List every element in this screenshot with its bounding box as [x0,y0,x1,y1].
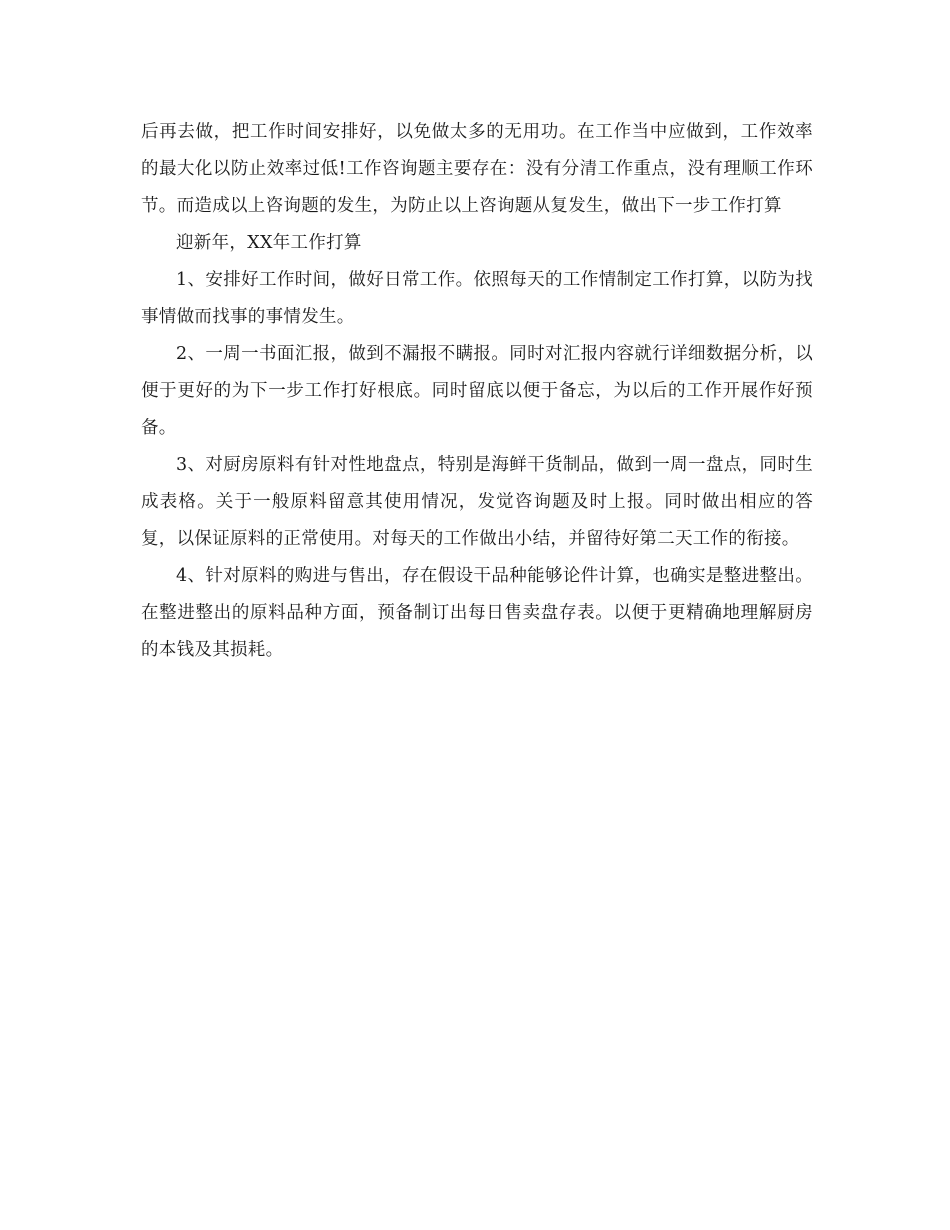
paragraph-item-2: 2、一周一书面汇报，做到不漏报不瞒报。同时对汇报内容就行详细数据分析，以便于更好的为下一步工作打好根底。同时留底以便于备忘，为以后的工作开展作好预备。 [141,344,813,438]
document-body [141,114,813,669]
paragraph-heading: 迎新年，XX年工作打算 [176,233,362,253]
paragraph-item-3: 3、对厨房原料有针对性地盘点，特别是海鲜干货制品，做到一周一盘点，同时生成表格。关于一般原料留意其使用情况，发觉咨询题及时上报。同时做出相应的答复，以保证原料的正常使用。对每天的工作做出小结，并留待好第二天工作的衔接。 [141,455,813,549]
paragraph-item-1: 1、安排好工作时间，做好日常工作。依照每天的工作情制定工作打算，以防为找事情做而找事的事情发生。 [141,270,813,327]
paragraph-item-4: 4、针对原料的购进与售出，存在假设干品种能够论件计算，也确实是整进整出。在整进整出的原料品种方面，预备制订出每日售卖盘存表。以便于更精确地理解厨房的本钱及其损耗。 [141,566,813,660]
paragraph-continuation: 后再去做，把工作时间安排好，以免做太多的无用功。在工作当中应做到，工作效率的最大化以防止效率过低!工作咨询题主要存在：没有分清工作重点，没有理顺工作环节。而造成以上咨询题的发生，为防止以上咨询题从复发生，做出下一步工作打算 [141,122,813,216]
